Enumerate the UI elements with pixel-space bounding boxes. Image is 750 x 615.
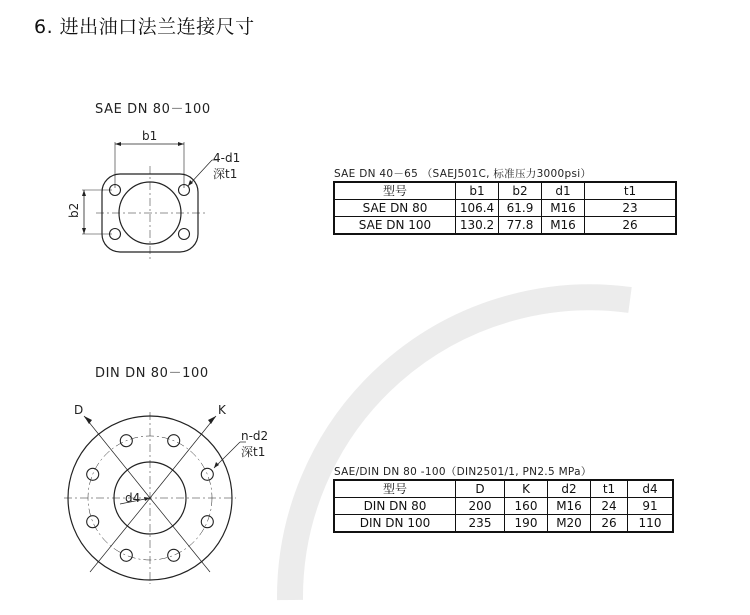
table-row [334, 498, 673, 515]
table-cell: DIN DN 80 [334, 498, 456, 515]
column-header: D [456, 480, 505, 498]
din-depth-label: 深t1 [241, 445, 266, 459]
column-header: b2 [499, 182, 542, 200]
table-cell: DIN DN 100 [334, 515, 456, 533]
table-cell: 160 [505, 498, 548, 515]
din-bolt-hole [87, 468, 99, 480]
din-bolt-hole [87, 516, 99, 528]
table-cell: M16 [548, 498, 591, 515]
table-cell: 200 [456, 498, 505, 515]
table-cell: 235 [456, 515, 505, 533]
table-cell: SAE DN 80 [334, 200, 456, 217]
column-header: K [505, 480, 548, 498]
table-header-row [334, 480, 673, 498]
sae-depth-label: 深t1 [213, 167, 238, 181]
watermark-stamp [250, 270, 670, 610]
page-title: 6. 进出油口法兰连接尺寸 [34, 16, 255, 38]
table-row [334, 217, 676, 235]
table-row [334, 200, 676, 217]
table-cell: 91 [628, 498, 674, 515]
sae-dim-b2: b2 [67, 202, 81, 218]
sae-flange-drawing [60, 120, 290, 280]
din-flange-drawing [60, 392, 290, 592]
column-header: d2 [548, 480, 591, 498]
column-header: 型号 [334, 480, 456, 498]
table-header-row [334, 182, 676, 200]
table-cell: M20 [548, 515, 591, 533]
table-cell: M16 [542, 200, 585, 217]
din-bolt-hole [201, 516, 213, 528]
table-cell: 130.2 [456, 217, 499, 235]
column-header: b1 [456, 182, 499, 200]
table-cell: SAE DN 100 [334, 217, 456, 235]
sae-dim-b1: b1 [142, 129, 158, 143]
sae-hole-label: 4-d1 [213, 151, 241, 165]
din-dim-K: K [218, 403, 226, 417]
din-dimension-table [333, 479, 674, 533]
table-row [334, 515, 673, 533]
table-cell: 23 [585, 200, 677, 217]
table-cell: 26 [585, 217, 677, 235]
column-header: t1 [591, 480, 628, 498]
column-header: 型号 [334, 182, 456, 200]
sae-section-label: SAE DN 80－100 [95, 102, 211, 117]
sae-table-caption: SAE DN 40－65 （SAEJ501C, 标准压力3000psi） [334, 168, 592, 180]
din-dim-D: D [74, 403, 84, 417]
table-cell: M16 [542, 217, 585, 235]
din-dim-d4: d4 [125, 491, 141, 505]
column-header: d4 [628, 480, 674, 498]
din-section-label: DIN DN 80－100 [95, 366, 209, 381]
column-header: d1 [542, 182, 585, 200]
sae-bolt-hole [179, 229, 190, 240]
din-bolt-hole [168, 549, 180, 561]
din-bolt-hole [120, 549, 132, 561]
table-cell: 110 [628, 515, 674, 533]
table-cell: 26 [591, 515, 628, 533]
din-hole-label: n-d2 [241, 429, 269, 443]
table-cell: 61.9 [499, 200, 542, 217]
table-cell: 24 [591, 498, 628, 515]
din-table-caption: SAE/DIN DN 80 -100（DIN2501/1, PN2.5 MPa） [334, 466, 592, 478]
column-header: t1 [585, 182, 677, 200]
table-cell: 106.4 [456, 200, 499, 217]
table-cell: 77.8 [499, 217, 542, 235]
table-cell: 190 [505, 515, 548, 533]
sae-dimension-table [333, 181, 677, 235]
